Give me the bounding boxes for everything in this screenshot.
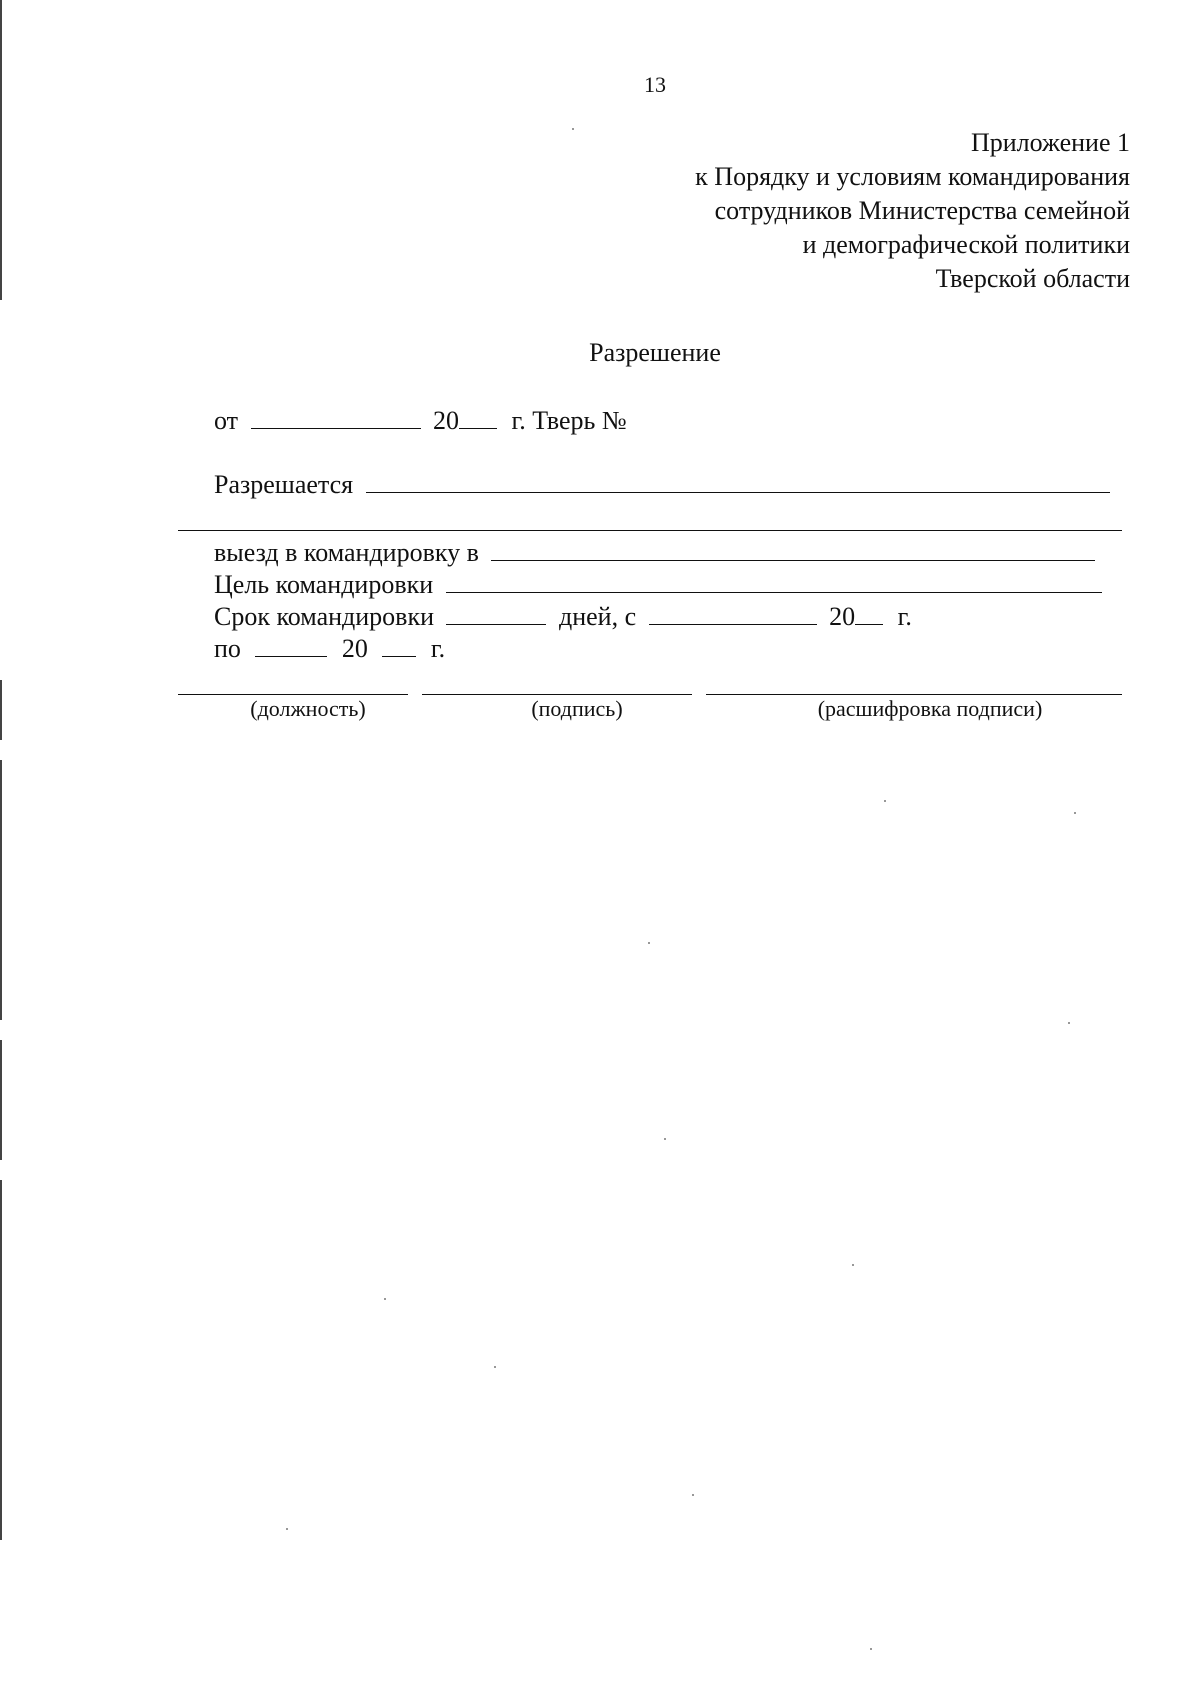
until-prefix: по [214, 634, 241, 663]
annex-line: и демографической политики [802, 230, 1130, 259]
purpose-label: Цель командировки [214, 570, 434, 599]
scan-edge-mark [0, 760, 2, 1020]
decode-caption: (расшифровка подписи) [817, 696, 1043, 721]
until-line [214, 632, 445, 665]
term-suffix: г. [897, 602, 912, 631]
position-signature-rule[interactable] [178, 694, 408, 695]
permit-blank[interactable] [366, 468, 1110, 493]
term-start-blank[interactable] [649, 600, 817, 625]
date-year: 20 [433, 406, 460, 435]
trip-label: выезд в командировку в [214, 538, 479, 567]
scan-speck [384, 1298, 386, 1300]
scan-speck [1068, 1022, 1070, 1024]
scan-speck [664, 1138, 666, 1140]
sign-signature-rule[interactable] [422, 694, 692, 695]
document-title: Разрешение [589, 338, 721, 367]
permit-line [214, 468, 1110, 501]
page-number: 13 [644, 72, 666, 97]
annex-line: сотрудников Министерства семейной [714, 196, 1130, 225]
date-suffix: г. Тверь № [511, 406, 627, 435]
permit-label: Разрешается [214, 470, 354, 499]
annex-line: Приложение 1 [970, 128, 1130, 157]
term-days-blank[interactable] [446, 600, 546, 625]
term-year-blank[interactable] [855, 600, 883, 625]
scan-speck [648, 942, 650, 944]
year-blank[interactable] [459, 404, 497, 429]
term-days-label: дней, с [558, 602, 637, 631]
decode-signature-rule[interactable] [706, 694, 1122, 695]
sign-caption: (подпись) [531, 696, 623, 721]
scan-edge-mark [0, 0, 2, 300]
term-year: 20 [829, 602, 856, 631]
scan-speck [870, 1648, 872, 1650]
scan-edge-mark [0, 1180, 2, 1540]
date-blank[interactable] [251, 404, 421, 429]
scan-speck [852, 1264, 854, 1266]
date-prefix: от [214, 406, 239, 435]
scan-speck [286, 1528, 288, 1530]
until-suffix: г. [430, 634, 446, 663]
annex-line: Тверской области [935, 264, 1130, 293]
scan-speck [1074, 812, 1076, 814]
until-year-blank[interactable] [382, 632, 416, 657]
annex-line: к Порядку и условиям командирования [695, 162, 1130, 191]
trip-line [214, 536, 1095, 569]
purpose-blank[interactable] [446, 568, 1102, 593]
term-label: Срок командировки [214, 602, 434, 631]
scan-speck [884, 800, 886, 802]
position-caption: (должность) [250, 696, 366, 721]
scan-speck [692, 1494, 694, 1496]
permit-continuation-rule [178, 530, 1122, 531]
scan-edge-mark [0, 1040, 2, 1160]
trip-destination-blank[interactable] [491, 536, 1095, 561]
scan-speck [572, 128, 574, 130]
scan-edge-mark [0, 680, 2, 740]
term-line [214, 600, 912, 633]
purpose-line [214, 568, 1102, 601]
until-date-blank[interactable] [255, 632, 327, 657]
scan-speck [494, 1366, 496, 1368]
annex-header [695, 126, 1130, 296]
date-line [214, 404, 627, 437]
until-year: 20 [341, 634, 368, 663]
